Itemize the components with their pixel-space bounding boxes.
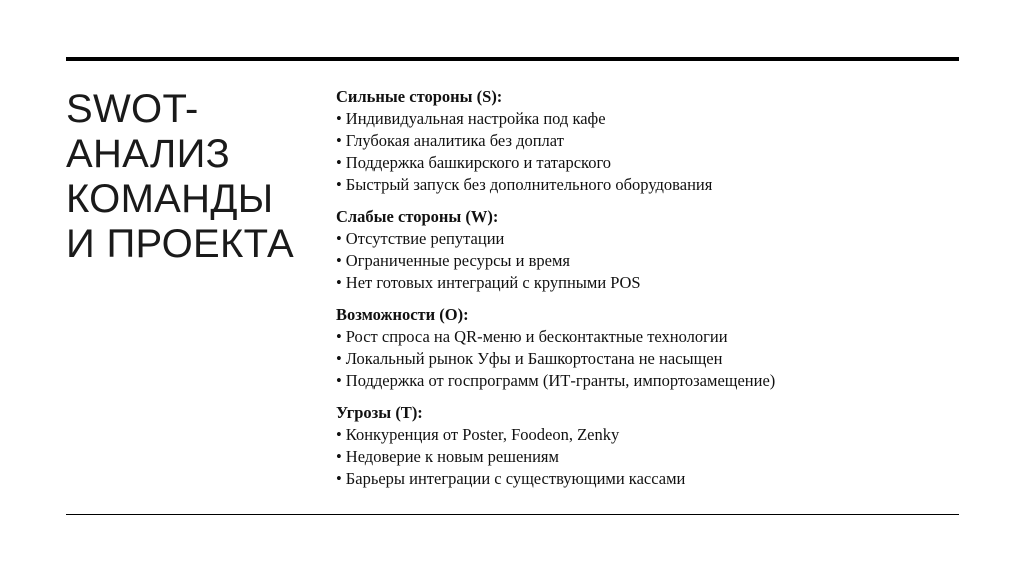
bullet-icon: • — [336, 425, 342, 444]
title-line: АНАЛИЗ — [66, 132, 231, 176]
list-item — [336, 348, 956, 370]
bullet-icon: • — [336, 371, 342, 390]
list-item — [336, 152, 956, 174]
section-heading: Сильные стороны (S): — [336, 87, 503, 106]
section-heading: Слабые стороны (W): — [336, 207, 499, 226]
bullet-icon: • — [336, 153, 342, 172]
list-item — [336, 250, 956, 272]
list-item — [336, 108, 956, 130]
list-item — [336, 424, 956, 446]
top-divider — [66, 57, 959, 61]
list-item-text: Барьеры интеграции с существующими кассами — [345, 469, 686, 488]
strengths-section — [336, 86, 956, 196]
bullet-icon: • — [336, 447, 342, 466]
swot-content — [336, 86, 956, 500]
list-item-text: Индивидуальная настройка под кафе — [345, 109, 606, 128]
list-item-text: Глубокая аналитика без доплат — [345, 131, 564, 150]
list-item — [336, 370, 956, 392]
title-line: И ПРОЕКТА — [66, 222, 294, 266]
list-item-text: Отсутствие репутации — [345, 229, 505, 248]
opportunities-section — [336, 304, 956, 392]
bullet-icon: • — [336, 109, 342, 128]
section-heading: Возможности (O): — [336, 305, 469, 324]
list-item-text: Локальный рынок Уфы и Башкортостана не насыщен — [345, 349, 723, 368]
bullet-list — [336, 424, 956, 490]
list-item-text: Нет готовых интеграций с крупными POS — [345, 273, 641, 292]
slide-title — [66, 87, 316, 267]
threats-section — [336, 402, 956, 490]
list-item-text: Рост спроса на QR-меню и бесконтактные технологии — [345, 327, 728, 346]
bullet-icon: • — [336, 349, 342, 368]
list-item — [336, 174, 956, 196]
list-item — [336, 326, 956, 348]
list-item-text: Быстрый запуск без дополнительного оборудования — [345, 175, 713, 194]
list-item-text: Поддержка башкирского и татарского — [345, 153, 612, 172]
section-heading: Угрозы (T): — [336, 403, 423, 422]
list-item — [336, 446, 956, 468]
list-item-text: Конкуренция от Poster, Foodeon, Zenky — [345, 425, 620, 444]
list-item-text: Поддержка от госпрограмм (ИТ-гранты, импортозамещение) — [345, 371, 776, 390]
list-item — [336, 468, 956, 490]
list-item — [336, 272, 956, 294]
bullet-icon: • — [336, 251, 342, 270]
bullet-icon: • — [336, 327, 342, 346]
bullet-icon: • — [336, 229, 342, 248]
bullet-icon: • — [336, 469, 342, 488]
bullet-list — [336, 326, 956, 392]
list-item-text: Недоверие к новым решениям — [345, 447, 559, 466]
list-item-text: Ограниченные ресурсы и время — [345, 251, 570, 270]
bullet-icon: • — [336, 175, 342, 194]
bottom-divider — [66, 514, 959, 515]
list-item — [336, 130, 956, 152]
bullet-list — [336, 228, 956, 294]
bullet-icon: • — [336, 131, 342, 150]
title-line: SWOT- — [66, 87, 199, 131]
weaknesses-section — [336, 206, 956, 294]
title-line: КОМАНДЫ — [66, 177, 274, 221]
bullet-icon: • — [336, 273, 342, 292]
bullet-list — [336, 108, 956, 196]
list-item — [336, 228, 956, 250]
